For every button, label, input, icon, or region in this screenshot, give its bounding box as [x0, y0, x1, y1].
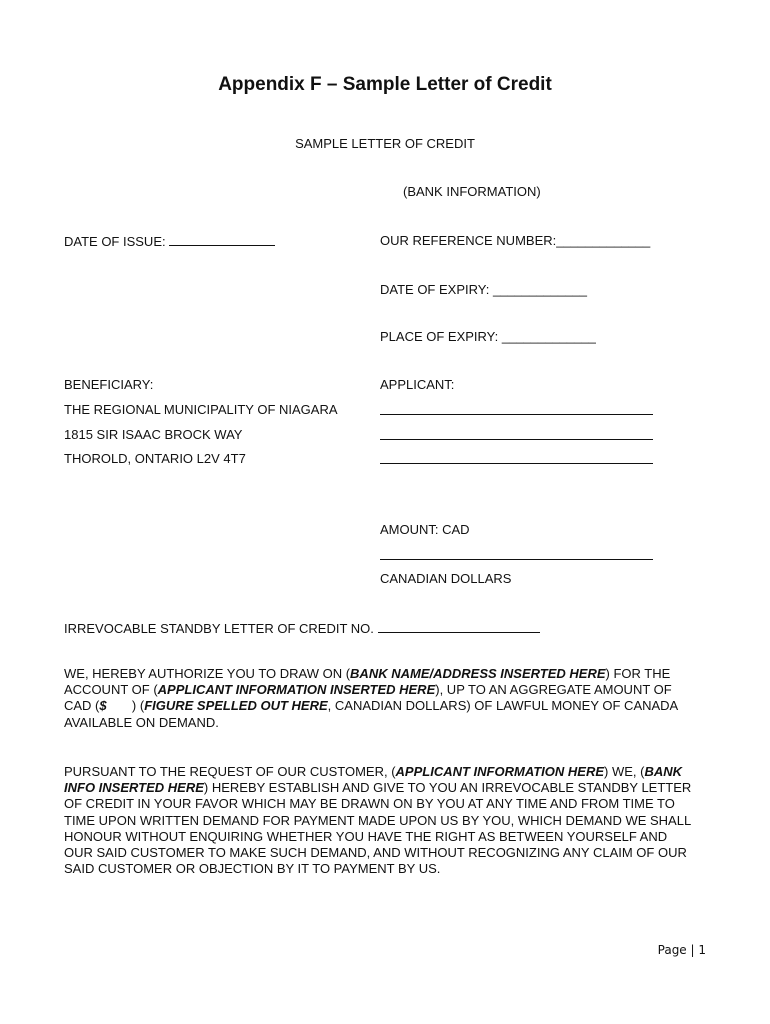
beneficiary-line: THE REGIONAL MUNICIPALITY OF NIAGARA — [64, 402, 338, 417]
applicant-blank-line — [380, 463, 653, 464]
date-of-expiry-field: DATE OF EXPIRY: _____________ — [380, 282, 587, 297]
page-title: Appendix F – Sample Letter of Credit — [218, 74, 552, 95]
lc-number-field — [64, 620, 540, 637]
amount-blank-line — [380, 559, 653, 560]
applicant-blank-line — [380, 439, 653, 440]
document-subtitle: SAMPLE LETTER OF CREDIT — [295, 136, 475, 151]
lc-number-blank — [378, 620, 540, 633]
authorization-paragraph: WE, HEREBY AUTHORIZE YOU TO DRAW ON (BANK NAME/ADDRESS INSERTED HERE) FOR THE ACCOUNT OF (APPLICANT INFORMATION INSERTED HERE), UP TO AN AGGREGATE AMOUNT OF CAD ($ ) (FIGURE SPELLED OUT HERE, CANADIAN DOLLARS) OF LAWFUL MONEY OF CANADA AVAILABLE ON DEMAND. — [64, 666, 678, 730]
canadian-dollars-label: CANADIAN DOLLARS — [380, 571, 512, 586]
date-of-issue-field — [64, 233, 275, 250]
pursuant-paragraph: PURSUANT TO THE REQUEST OF OUR CUSTOMER, (APPLICANT INFORMATION HERE) WE, (BANK INFO INSERTED HERE) HEREBY ESTABLISH AND GIVE TO YOU AN IRREVOCABLE STANDBY LETTER OF CREDIT IN YOUR FAVOR WHICH MAY BE DRAWN ON BY YOU AT ANY TIME AND FROM TIME TO TIME UPON WRITTEN DEMAND FOR PAYMENT MADE UPON US BY YOU, WHICH DEMAND WE SHALL HONOUR WITHOUT ENQUIRING WHETHER YOU HAVE THE RIGHT AS BETWEEN YOURSELF AND OUR SAID CUSTOMER TO MAKE SUCH DEMAND, AND WITHOUT RECOGNIZING ANY CLAIM OF OUR SAID CUSTOMER OR OBJECTION BY IT TO PAYMENT BY US. — [64, 764, 692, 877]
date-of-issue-label: DATE OF ISSUE: — [64, 234, 166, 249]
place-of-expiry-field: PLACE OF EXPIRY: _____________ — [380, 329, 596, 344]
our-reference-number-field: OUR REFERENCE NUMBER:_____________ — [380, 233, 651, 248]
page-number-footer: Page | 1 — [657, 943, 706, 957]
beneficiary-line: THOROLD, ONTARIO L2V 4T7 — [64, 451, 246, 466]
date-of-issue-blank — [169, 233, 275, 246]
amount-label: AMOUNT: CAD — [380, 522, 470, 537]
beneficiary-line: 1815 SIR ISAAC BROCK WAY — [64, 427, 243, 442]
applicant-label: APPLICANT: — [380, 377, 455, 392]
bank-information-placeholder: (BANK INFORMATION) — [403, 184, 541, 199]
lc-number-label: IRREVOCABLE STANDBY LETTER OF CREDIT NO. — [64, 621, 374, 636]
applicant-blank-line — [380, 414, 653, 415]
beneficiary-label: BENEFICIARY: — [64, 377, 154, 392]
